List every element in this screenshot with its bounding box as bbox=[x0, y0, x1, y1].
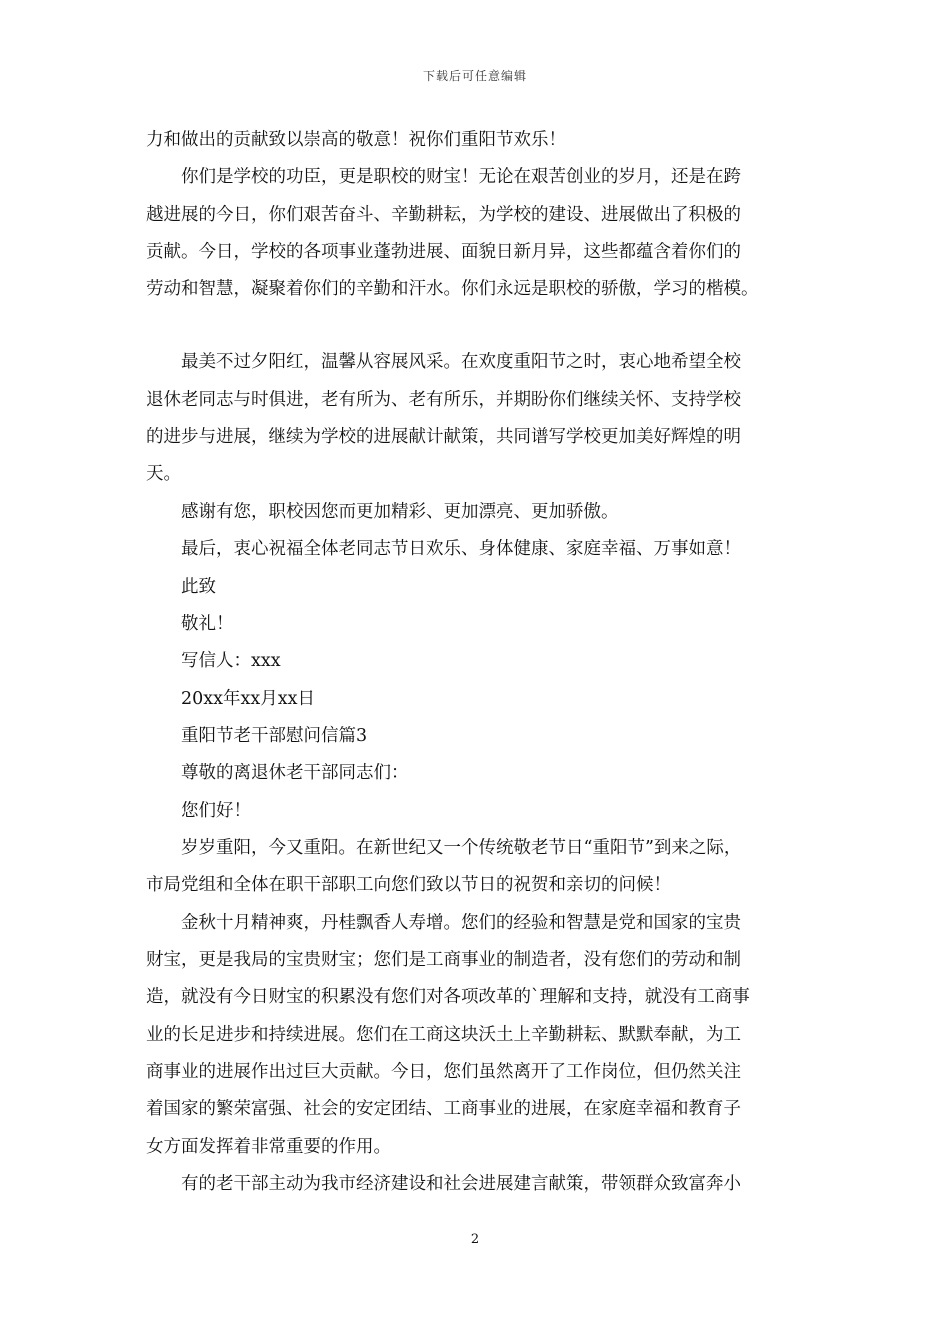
text-line: 业的长足进步和持续进展。您们在工商这块沃土上辛勤耕耘、默默奉献，为工 bbox=[146, 1025, 741, 1045]
text-line: 重阳节老干部慰问信篇3 bbox=[181, 726, 368, 746]
text-line: 感谢有您，职校因您而更加精彩、更加漂亮、更加骄傲。 bbox=[181, 502, 619, 522]
text-line: 贡献。今日，学校的各项事业蓬勃进展、面貌日新月异，这些都蕴含着你们的 bbox=[146, 242, 741, 262]
text-line: 岁岁重阳，今又重阳。在新世纪又一个传统敬老节日“重阳节”到来之际， bbox=[181, 838, 742, 858]
text-line: 此致 bbox=[181, 577, 216, 597]
text-line: 市局党组和全体在职干部职工向您们致以节日的祝贺和亲切的问候！ bbox=[146, 875, 671, 895]
page-number: 2 bbox=[470, 1232, 480, 1247]
text-line: 商事业的进展作出过巨大贡献。今日，您们虽然离开了工作岗位，但仍然关注 bbox=[146, 1062, 741, 1082]
text-line: 最后，衷心祝福全体老同志节日欢乐、身体健康、家庭幸福、万事如意！ bbox=[181, 539, 741, 559]
text-line: 写信人：xxx bbox=[181, 651, 281, 671]
text-line: 金秋十月精神爽，丹桂飘香人寿增。您们的经验和智慧是党和国家的宝贵 bbox=[181, 913, 741, 933]
text-line: 尊敬的离退休老干部同志们： bbox=[181, 763, 409, 783]
text-line: 敬礼！ bbox=[181, 614, 234, 634]
text-line: 劳动和智慧，凝聚着你们的辛勤和汗水。你们永远是职校的骄傲，学习的楷模。 bbox=[146, 279, 759, 299]
text-line: 有的老干部主动为我市经济建设和社会进展建言献策，带领群众致富奔小 bbox=[181, 1174, 741, 1194]
text-line: 你们是学校的功臣，更是职校的财宝！无论在艰苦创业的岁月，还是在跨 bbox=[181, 167, 741, 187]
text-line: 财宝，更是我局的宝贵财宝；您们是工商事业的制造者，没有您们的劳动和制 bbox=[146, 950, 741, 970]
text-line: 造，就没有今日财宝的积累没有您们对各项改革的`理解和支持，就没有工商事 bbox=[146, 987, 750, 1007]
text-line: 越进展的今日，你们艰苦奋斗、辛勤耕耘，为学校的建设、进展做出了积极的 bbox=[146, 205, 741, 225]
text-line: 退休老同志与时俱进，老有所为、老有所乐，并期盼你们继续关怀、支持学校 bbox=[146, 390, 741, 410]
text-line: 女方面发挥着非常重要的作用。 bbox=[146, 1137, 391, 1157]
text-line: 着国家的繁荣富强、社会的安定团结、工商事业的进展，在家庭幸福和教育子 bbox=[146, 1099, 741, 1119]
text-line: 20xx年xx月xx日 bbox=[181, 689, 315, 709]
text-line: 天。 bbox=[146, 464, 181, 484]
text-line: 您们好！ bbox=[181, 801, 251, 821]
text-line: 力和做出的贡献致以崇高的敬意！祝你们重阳节欢乐！ bbox=[146, 130, 566, 150]
page-header: 下载后可任意编辑 bbox=[422, 69, 527, 83]
text-line: 最美不过夕阳红，温馨从容展风采。在欢度重阳节之时，衷心地希望全校 bbox=[181, 352, 741, 372]
text-line: 的进步与进展，继续为学校的进展献计献策，共同谱写学校更加美好辉煌的明 bbox=[146, 427, 741, 447]
